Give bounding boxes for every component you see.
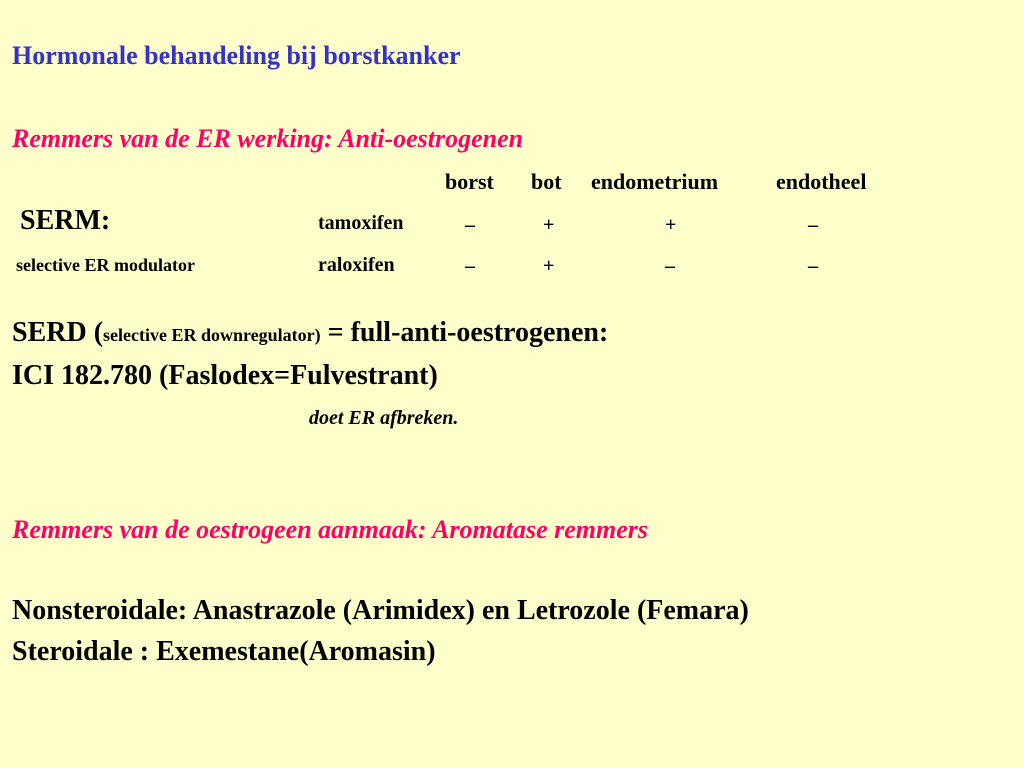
column-header-bot: bot [531,169,562,194]
steroidal-line: Steroidale : Exemestane(Aromasin) [12,636,436,667]
serd-note: doet ER afbreken. [309,407,459,429]
column-header-endometrium: endometrium [591,169,719,194]
effect-tamoxifen-endometrium: + [665,214,677,236]
section-heading-anti-oestrogenen: Remmers van de ER werking: Anti-oestrogenen [12,124,524,153]
column-header-endotheel: endotheel [776,169,867,194]
effect-tamoxifen-borst: – [465,214,475,236]
nonsteroidal-line: Nonsteroidale: Anastrazole (Arimidex) en Letrozole (Femara) [12,595,749,626]
column-header-borst: borst [445,169,494,194]
effect-raloxifen-borst: – [465,255,475,277]
serd-prefix: SERD ( [12,317,104,348]
serd-suffix: = full-anti-oestrogenen: [320,317,609,348]
drug-name-tamoxifen: tamoxifen [318,212,404,234]
serd-line [12,319,608,347]
slide-title: Hormonale behandeling bij borstkanker [12,41,461,70]
effect-raloxifen-bot: + [543,255,555,277]
serd-small-text: selective ER downregulator) [103,325,321,345]
effect-raloxifen-endotheel: – [808,255,818,277]
serm-label: SERM: [20,205,111,236]
drug-name-raloxifen: raloxifen [318,254,395,276]
ici-line: ICI 182.780 (Faslodex=Fulvestrant) [12,360,438,391]
effect-tamoxifen-bot: + [543,214,555,236]
effect-raloxifen-endometrium: – [665,255,675,277]
serm-full-name: selective ER modulator [16,255,195,275]
section-heading-aromatase: Remmers van de oestrogeen aanmaak: Aromatase remmers [12,515,649,544]
effect-tamoxifen-endotheel: – [808,214,818,236]
